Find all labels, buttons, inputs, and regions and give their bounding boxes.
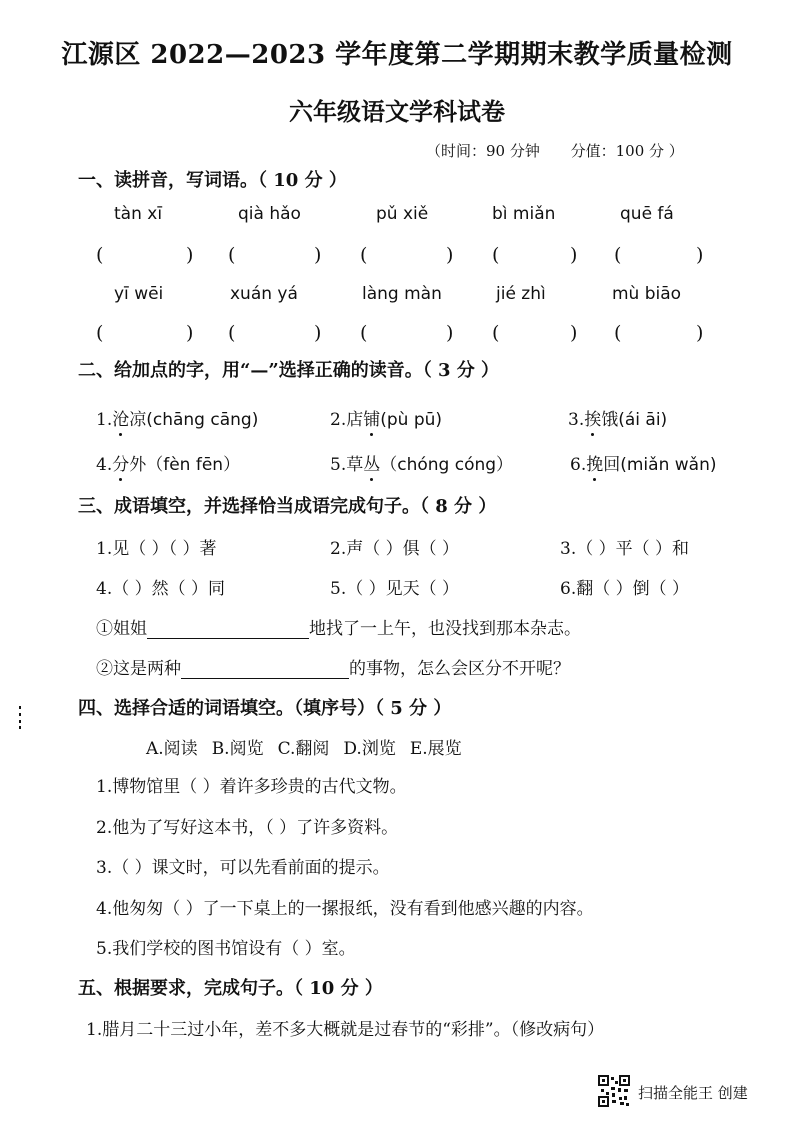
paren-open: (: [228, 322, 236, 344]
pron-item-1: [96, 405, 258, 430]
pinyin-1: tàn xī: [114, 204, 163, 224]
exam-meta: [426, 140, 710, 161]
idiom-5: 5.（ ）见天（ ）: [330, 579, 460, 599]
section2-heading: 二、给加点的字，用“—”选择正确的读音。（ 3 分 ）: [78, 360, 500, 381]
paren-close: ): [446, 244, 454, 266]
item-number: 3.: [568, 410, 585, 430]
item-char: 饿: [601, 410, 619, 430]
pinyin-7: xuán yá: [230, 284, 298, 304]
item-char: 店: [346, 410, 364, 430]
paren-open: (: [96, 244, 104, 266]
idiom-6: 6.翻（ ）倒（ ）: [560, 579, 690, 599]
word-options: [146, 734, 462, 759]
section5-heading: 五、根据要求，完成句子。（ 10 分 ）: [78, 978, 383, 999]
idiom-2: 2.声（ ）俱（ ）: [330, 539, 460, 559]
dotted-char: 丛: [363, 455, 381, 475]
paren-close: ): [696, 244, 704, 266]
pinyin-options: (chāng cāng): [146, 410, 259, 430]
item-char: 回: [603, 455, 621, 475]
exam-time: （时间：90 分钟: [426, 142, 540, 160]
paren-open: (: [492, 244, 500, 266]
paren-open: (: [614, 322, 622, 344]
dotted-char: 挽: [586, 455, 604, 475]
pron-item-2: [330, 405, 442, 430]
option-a: A.阅读: [146, 739, 198, 759]
fill-item-2: 2.他为了写好这本书，（ ）了许多资料。: [96, 818, 399, 838]
idiom-1: 1.见（ ）（ ）著: [96, 539, 217, 559]
dotted-char: 沧: [112, 410, 130, 430]
section3-heading: 三、成语填空，并选择恰当成语完成句子。（ 8 分 ）: [78, 496, 497, 517]
option-c: C.翻阅: [277, 739, 330, 759]
pinyin-5: quē fá: [620, 204, 674, 224]
paren-open: (: [360, 322, 368, 344]
pinyin-options: (pù pū): [380, 410, 443, 430]
item-number: 4.: [96, 455, 113, 475]
pinyin-options: (miǎn wǎn): [620, 455, 717, 475]
item-char: 草: [346, 455, 364, 475]
sentence-start: ②这是两种: [96, 659, 181, 679]
answer-blank[interactable]: [181, 660, 349, 679]
pinyin-9: jié zhì: [496, 284, 546, 304]
paren-close: ): [570, 244, 578, 266]
pinyin-2: qià hǎo: [238, 204, 301, 224]
answer-blank[interactable]: [147, 620, 309, 639]
pinyin-8: làng màn: [362, 284, 442, 304]
pron-item-4: [96, 450, 240, 475]
pinyin-options: （fèn fēn）: [146, 455, 241, 475]
scanner-watermark: 扫描全能王 创建: [638, 1084, 748, 1102]
section4-heading: 四、选择合适的词语填空。（填序号）（ 5 分 ）: [78, 698, 452, 719]
item-number: 6.: [570, 455, 587, 475]
sentence-end: 地找了一上午，也没找到那本杂志。: [309, 619, 581, 639]
qr-code-icon: [598, 1075, 630, 1107]
paren-close: ): [570, 322, 578, 344]
paren-open: (: [228, 244, 236, 266]
sentence-item-1: 1.腊月二十三过小年，差不多大概就是过春节的“彩排”。（修改病句）: [86, 1020, 605, 1040]
option-b: B.阅览: [211, 739, 264, 759]
dotted-char: 挨: [584, 410, 602, 430]
item-number: 5.: [330, 455, 347, 475]
option-d: D.浏览: [343, 739, 396, 759]
pinyin-options: (ái āi): [618, 410, 668, 430]
item-char: 外: [129, 455, 147, 475]
item-number: 2.: [330, 410, 347, 430]
fill-item-5: 5.我们学校的图书馆设有（ ）室。: [96, 939, 356, 959]
idiom-sentence-2: [96, 654, 570, 679]
scan-edge-mark: [18, 706, 21, 731]
exam-title: 江源区 2022—2023 学年度第二学期期末教学质量检测: [61, 40, 733, 70]
item-char: 凉: [129, 410, 147, 430]
sentence-end: 的事物，怎么会区分不开呢？: [349, 659, 570, 679]
paren-open: (: [492, 322, 500, 344]
option-e: E.展览: [409, 739, 462, 759]
pron-item-5: [330, 450, 513, 475]
paren-close: ): [696, 322, 704, 344]
paren-open: (: [360, 244, 368, 266]
item-number: 1.: [96, 410, 113, 430]
exam-score: 分值：100 分 ）: [570, 142, 684, 160]
paren-close: ): [314, 322, 322, 344]
idiom-3: 3.（ ）平（ ）和: [560, 539, 690, 559]
pron-item-3: [568, 405, 667, 430]
paren-close: ): [446, 322, 454, 344]
section1-heading: 一、读拼音，写词语。（ 10 分 ）: [78, 170, 347, 191]
pron-item-6: [570, 450, 716, 475]
dotted-char: 铺: [363, 410, 381, 430]
pinyin-6: yī wēi: [114, 284, 164, 304]
pinyin-3: pǔ xiě: [376, 204, 429, 224]
pinyin-10: mù biāo: [612, 284, 682, 304]
pinyin-options: （chóng cóng）: [380, 455, 514, 475]
pinyin-4: bì miǎn: [492, 204, 556, 224]
fill-item-4: 4.他匆匆（ ）了一下桌上的一摞报纸，没有看到他感兴趣的内容。: [96, 899, 594, 919]
dotted-char: 分: [112, 455, 130, 475]
paren-close: ): [186, 244, 194, 266]
paren-open: (: [96, 322, 104, 344]
fill-item-1: 1.博物馆里（ ）着许多珍贵的古代文物。: [96, 777, 407, 797]
idiom-sentence-1: [96, 614, 581, 639]
paren-close: ): [314, 244, 322, 266]
idiom-4: 4.（ ）然（ ）同: [96, 579, 226, 599]
sentence-start: ①姐姐: [96, 619, 147, 639]
fill-item-3: 3.（ ）课文时，可以先看前面的提示。: [96, 858, 390, 878]
exam-subtitle: 六年级语文学科试卷: [289, 97, 505, 126]
paren-open: (: [614, 244, 622, 266]
paren-close: ): [186, 322, 194, 344]
